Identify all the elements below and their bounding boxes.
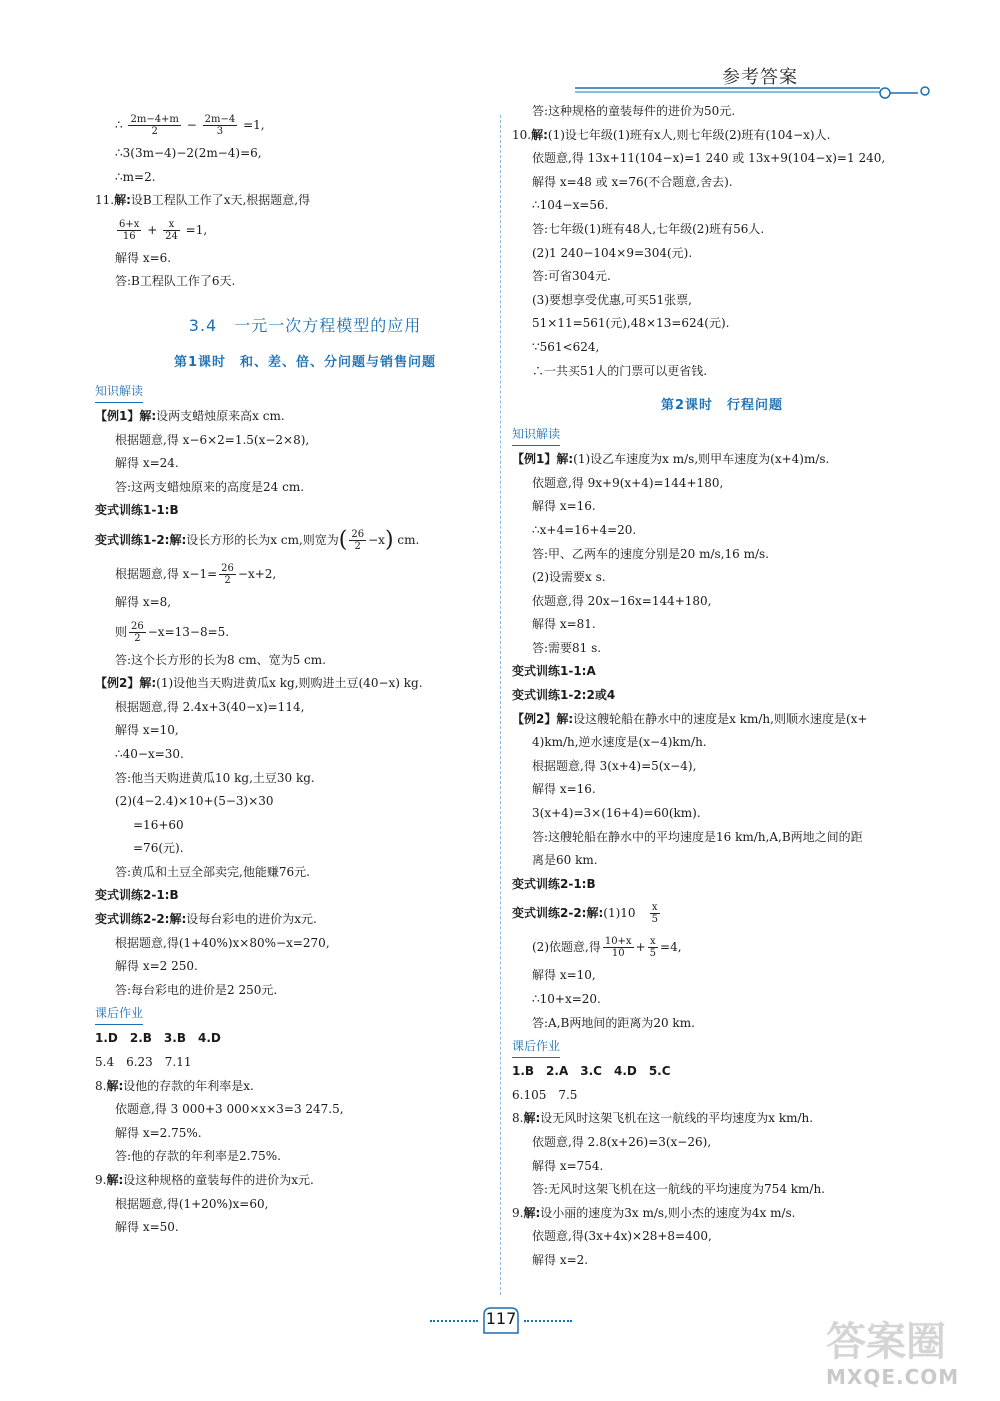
text-line: ∴m=2. [115, 169, 156, 184]
text-line: 答:这种规格的童装每件的进价为50元. [532, 104, 736, 118]
text-line: 依题意,得 9x+9(x+4)=144+180, [532, 475, 724, 490]
text-line: 解得 x=2 250. [115, 959, 198, 974]
example-1: 【例1】解:(1)设乙车速度为x m/s,则甲车速度为(x+4)m/s. [512, 452, 830, 467]
text-line: 解得 x=48 或 x=76(不合题意,舍去). [532, 174, 733, 189]
text-line: (3)要想享受优惠,可买51张票, [532, 292, 692, 307]
variant-2-1: 变式训练2-1:B [512, 876, 596, 891]
tag-knowledge: 知识解读 [95, 380, 515, 405]
lesson-title: 第1课时 和、差、倍、分问题与销售问题 [173, 354, 437, 370]
watermark-logo: 答案圈 [826, 1319, 946, 1365]
text-line: ∴3(3m−4)−2(2m−4)=6, [115, 146, 262, 160]
text-line: 解得 x=24. [115, 456, 179, 471]
variant-2-1: 变式训练2-1:B [95, 888, 179, 903]
problem-11: 11.解:设B工程队工作了x天,根据题意,得 [95, 193, 311, 208]
text-line: 51×11=561(元),48×13=624(元). [532, 316, 730, 331]
fraction: $\frac{10+x}{10}$ [604, 936, 632, 960]
text-line: (2)(4−2.4)×10+(5−3)×30 [115, 794, 274, 809]
text-line: ∵561<624, [532, 339, 600, 354]
fraction: $\frac{26}{2}$ [221, 562, 234, 586]
text-line: 答:每台彩电的进价是2 250元. [115, 982, 278, 997]
text-line: =16+60 [133, 817, 184, 832]
variant-1-2: 变式训练1-2:解:设长方形的长为x cm,则宽为( $\frac{26}{2}$ −x) cm. [95, 527, 420, 553]
text-line: 解得 x=16. [532, 499, 596, 514]
text-line: ∴x+4=16+4=20. [532, 522, 637, 537]
example-1: 【例1】解:设两支蜡烛原来高x cm. [95, 408, 285, 423]
problem-9: 9.解:设这种规格的童装每件的进价为x元. [95, 1173, 314, 1187]
text-line: 根据题意,得(1+20%)x=60, [115, 1196, 269, 1211]
variant-2-2: 变式训练2-2:解:(1)10 $\frac{x}{5}$ [512, 902, 658, 926]
eq-line: $\frac{6+x}{16}$ + $\frac{x}{24}$ =1, [119, 218, 208, 242]
example-2: 【例2】解:设这艘轮船在静水中的速度是x km/h,则顺水速度是(x+ [512, 711, 868, 726]
text-line: 3(x+4)=3×(16+4)=60(km). [532, 806, 701, 821]
text-line: 答:B工程队工作了6天. [115, 274, 236, 289]
homework-answers: 1.D 2.B 3.B 4.D [95, 1031, 221, 1046]
text-line: 答:甲、乙两车的速度分别是20 m/s,16 m/s. [532, 546, 770, 561]
text-line: 依题意,得 13x+11(104−x)=1 240 或 13x+9(104−x)=1 240, [532, 151, 886, 166]
homework-answers: 6.105 7.5 [512, 1087, 578, 1102]
text-line: 答:A,B两地间的距离为20 km. [532, 1015, 695, 1030]
text-line: 答:这艘轮船在静水中的平均速度是16 km/h,A,B两地之间的距 [532, 829, 863, 844]
page-number: 117 [485, 1309, 517, 1328]
eq-line: 根据题意,得 x−1= $\frac{26}{2}$ −x+2, [115, 562, 277, 586]
page-number-dots-right [524, 1320, 572, 1322]
homework-answers: 1.B 2.A 3.C 4.D 5.C [512, 1064, 671, 1079]
text-line: ∴104−x=56. [532, 198, 609, 213]
fraction: $\frac{2m-4}{3}$ [204, 114, 236, 137]
eq-line: (2)依题意,得 $\frac{10+x}{10}$ + $\frac{x}{5}$ =4, [532, 936, 682, 960]
text-line: 解得 x=8, [115, 594, 172, 609]
text-line: 解得 x=2. [532, 1252, 589, 1267]
text-line: 答:这两支蜡烛原来的高度是24 cm. [115, 479, 305, 494]
text-line: 解得 x=2.75%. [115, 1125, 202, 1140]
text-line: 答:这个长方形的长为8 cm、宽为5 cm. [115, 652, 326, 667]
text-line: 答:无风时这架飞机在这一航线的平均速度为754 km/h. [532, 1182, 825, 1197]
text-line: 解得 x=6. [115, 250, 172, 265]
text-line: ∴40−x=30. [115, 746, 184, 761]
variant-1-2: 变式训练1-2:2或4 [512, 688, 616, 703]
text-line: 解得 x=81. [532, 617, 596, 632]
tag-homework: 课后作业 [95, 1002, 515, 1027]
header-decoration [0, 0, 1000, 110]
lesson-title: 第2课时 行程问题 [660, 398, 784, 414]
text-line: 根据题意,得 x−6×2=1.5(x−2×8), [115, 432, 310, 447]
tag-knowledge: 知识解读 [512, 423, 932, 448]
tag-homework: 课后作业 [512, 1035, 932, 1060]
text-line: 离是60 km. [532, 853, 598, 868]
variant-1-1: 变式训练1-1:A [512, 664, 596, 679]
fraction: $\frac{26}{2}$ [131, 620, 144, 644]
problem-10: 10.解:(1)设七年级(1)班有x人,则七年级(2)班有(104−x)人. [512, 127, 831, 142]
text-line: 依题意,得 3 000+3 000×x×3=3 247.5, [115, 1102, 344, 1117]
header-title: 参考答案 [722, 67, 798, 88]
eq-line: 则 $\frac{26}{2}$ −x=13−8=5. [115, 620, 230, 644]
text-line: 4)km/h,逆水速度是(x−4)km/h. [532, 735, 707, 750]
text-line: 依题意,得 20x−16x=144+180, [532, 593, 712, 608]
text-line: =76(元). [133, 841, 184, 856]
eq-line: ∴ $\frac{2m-4+m}{2}$ − $\frac{2m-4}{3}$ =1, [115, 114, 265, 137]
text-line: 答:七年级(1)班有48人,七年级(2)班有56人. [532, 221, 765, 236]
watermark-url: MXQE.COM [826, 1365, 960, 1389]
variant-2-2: 变式训练2-2:解:设每台彩电的进价为x元. [95, 912, 317, 927]
text-line: 答:需要81 s. [532, 640, 602, 655]
text-line: (2)1 240−104×9=304(元). [532, 245, 693, 260]
problem-9: 9.解:设小丽的速度为3x m/s,则小杰的速度为4x m/s. [512, 1205, 796, 1220]
text-line: 答:他当天购进黄瓜10 kg,土豆30 kg. [115, 770, 315, 785]
problem-8: 8.解:设他的存款的年利率是x. [95, 1078, 254, 1093]
text-line: 依题意,得 2.8(x+26)=3(x−26), [532, 1134, 712, 1149]
text-line: 依题意,得(3x+4x)×28+8=400, [532, 1229, 712, 1244]
page-number-dots-left [430, 1320, 478, 1322]
text-line: (2)设需要x s. [532, 570, 606, 585]
section-title: 3.4 一元一次方程模型的应用 [188, 315, 422, 335]
text-line: 答:他的存款的年利率是2.75%. [115, 1149, 281, 1164]
text-line: ∴一共买51人的门票可以更省钱. [532, 363, 708, 378]
problem-8: 8.解:设无风时这架飞机在这一航线的平均速度为x km/h. [512, 1111, 814, 1126]
fraction: $\frac{6+x}{16}$ [119, 218, 140, 242]
text-line: 解得 x=10, [115, 723, 179, 738]
homework-answers: 5.4 6.23 7.11 [95, 1055, 192, 1070]
text-line: 解得 x=16. [532, 782, 596, 797]
text-line: 根据题意,得 3(x+4)=5(x−4), [532, 758, 697, 773]
text-line: 解得 x=754. [532, 1158, 604, 1173]
text-line: 解得 x=50. [115, 1220, 179, 1235]
fraction: $\frac{2m-4+m}{2}$ [130, 114, 179, 137]
page-header [0, 0, 1000, 110]
text-line: 根据题意,得 2.4x+3(40−x)=114, [115, 699, 305, 714]
variant-1-1: 变式训练1-1:B [95, 503, 179, 518]
right-column [512, 100, 932, 1273]
fraction: $\frac{x}{5}$ [649, 936, 657, 960]
fraction: $\frac{x}{5}$ [651, 902, 658, 926]
text-line: 答:黄瓜和土豆全部卖完,他能赚76元. [115, 864, 310, 879]
left-column [95, 108, 515, 1240]
text-line: 解得 x=10, [532, 968, 596, 983]
fraction: $\frac{x}{24}$ [165, 218, 178, 242]
example-2: 【例2】解:(1)设他当天购进黄瓜x kg,则购进土豆(40−x) kg. [95, 676, 423, 691]
text-line: 答:可省304元. [532, 269, 611, 284]
fraction: $\frac{26}{2}$ [351, 528, 365, 552]
text-line: 根据题意,得(1+40%)x×80%−x=270, [115, 935, 330, 950]
text-line: ∴10+x=20. [532, 992, 601, 1006]
